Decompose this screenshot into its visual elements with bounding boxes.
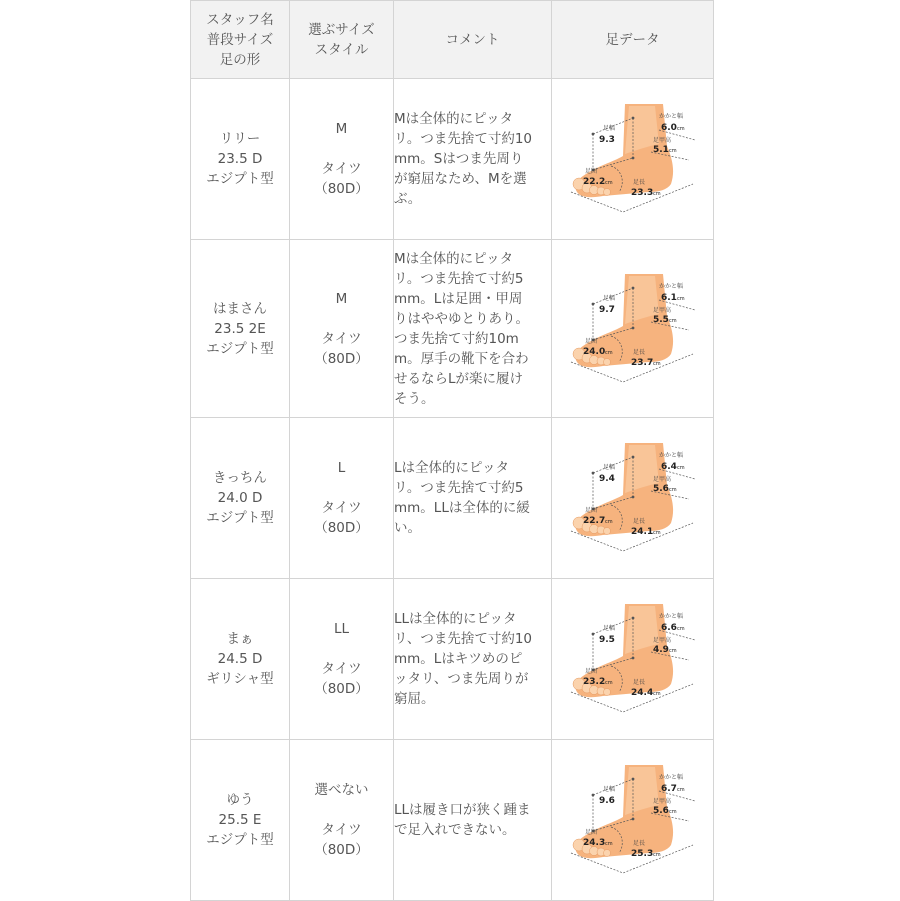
chosen-size: L <box>337 460 346 476</box>
foot-heel-value: 6.0 <box>660 123 677 133</box>
foot-width-value: 9.3 <box>598 135 615 145</box>
foot-length-label: 足長 <box>632 348 645 356</box>
table-row <box>191 240 714 418</box>
foot-diagram <box>563 100 703 218</box>
foot-length-value: 24.4 <box>630 688 653 698</box>
staff-name: きっちん <box>213 470 267 486</box>
usual-size: 25.5 E <box>218 812 262 828</box>
header-size <box>290 1 394 79</box>
foot-instep-label: 足甲高 <box>652 798 671 805</box>
foot-instep-unit: cm <box>668 648 677 654</box>
foot-diagram <box>563 439 703 557</box>
guide-dot-icon <box>591 633 594 636</box>
foot-width-value: 9.4 <box>598 474 615 484</box>
foot-instep-unit: cm <box>668 487 677 493</box>
foot-shape: エジプト型 <box>206 832 274 848</box>
foot-instep-unit: cm <box>668 809 677 815</box>
style-denier: （80D） <box>314 181 369 197</box>
guide-dot-icon <box>631 456 634 459</box>
foot-data-cell <box>552 740 714 901</box>
foot-length-label: 足長 <box>632 840 645 847</box>
guide-dot-icon <box>591 133 594 136</box>
table-row <box>191 579 714 740</box>
foot-instep-value: 5.5 <box>652 314 669 325</box>
foot-length-label: 足長 <box>632 518 645 525</box>
foot-length-unit: cm <box>652 530 661 536</box>
header-staff-line: スタッフ名 <box>206 11 274 28</box>
toe-icon <box>603 689 610 696</box>
guide-dot-icon <box>631 617 634 620</box>
chosen-size: M <box>335 290 348 307</box>
foot-data-cell <box>552 240 714 418</box>
foot-width-value: 9.5 <box>598 635 615 645</box>
toe-icon <box>603 850 610 857</box>
choice-cell <box>290 79 394 240</box>
guide-dot-icon <box>591 472 594 475</box>
foot-length-value: 23.7 <box>630 357 653 368</box>
foot-heel-label: かかと幅 <box>658 613 683 620</box>
comment-cell <box>394 79 552 240</box>
foot-girth-value: 22.2 <box>582 177 605 187</box>
toe-icon <box>603 528 610 535</box>
foot-instep-label: 足甲高 <box>652 306 671 314</box>
foot-shape: エジプト型 <box>206 171 274 187</box>
choice-cell <box>290 240 394 418</box>
foot-diagram <box>563 600 703 718</box>
foot-heel-value: 6.1 <box>660 292 677 303</box>
style-name: タイツ <box>321 661 362 677</box>
staff-cell <box>191 79 290 240</box>
guide-dot-icon <box>631 496 634 499</box>
foot-girth-unit: cm <box>604 349 613 356</box>
foot-shape: エジプト型 <box>206 340 274 357</box>
foot-girth-unit: cm <box>604 519 613 525</box>
style-denier: （80D） <box>314 842 369 858</box>
size-table <box>190 0 714 901</box>
foot-length-unit: cm <box>652 852 661 858</box>
foot-length-value: 23.3 <box>630 188 653 198</box>
foot-length-unit: cm <box>652 691 661 697</box>
foot-heel-label: かかと幅 <box>658 282 683 290</box>
foot-girth-value: 23.2 <box>582 677 605 687</box>
choice-cell <box>290 579 394 740</box>
header-staff <box>191 1 290 79</box>
foot-diagram <box>563 761 703 879</box>
foot-girth-unit: cm <box>604 841 613 847</box>
style-name: タイツ <box>321 161 362 177</box>
foot-heel-label: かかと幅 <box>658 113 683 120</box>
foot-heel-value: 6.7 <box>660 784 677 794</box>
foot-length-label: 足長 <box>632 179 645 186</box>
foot-girth-label: 足囲 <box>584 668 597 675</box>
style-name: タイツ <box>321 822 362 838</box>
header-size-line: 選ぶサイズ <box>308 21 375 38</box>
foot-girth-value: 24.3 <box>582 838 605 848</box>
foot-length-value: 25.3 <box>630 849 653 859</box>
foot-instep-unit: cm <box>668 317 677 324</box>
foot-width-value: 9.6 <box>598 796 615 806</box>
usual-size: 24.5 D <box>217 651 263 667</box>
staff-name: はまさん <box>213 300 267 317</box>
foot-heel-label: かかと幅 <box>658 452 683 459</box>
staff-name: リリー <box>219 131 261 147</box>
foot-instep-label: 足甲高 <box>652 637 671 644</box>
foot-girth-label: 足囲 <box>584 507 597 514</box>
staff-name: ゆう <box>226 792 254 808</box>
comment-cell <box>394 579 552 740</box>
foot-heel-value: 6.6 <box>660 623 677 633</box>
foot-girth-unit: cm <box>604 680 613 686</box>
staff-name: まぁ <box>226 631 254 647</box>
comment-text: LLは履き口が狭く踵まで足入れできない。 <box>394 802 531 838</box>
comment-text: Lは全体的にピッタリ。つま先捨て寸約5mm。LLは全体的に緩い。 <box>394 460 530 536</box>
foot-instep-value: 4.9 <box>652 645 669 655</box>
foot-diagram <box>563 270 703 388</box>
foot-instep-value: 5.6 <box>652 806 669 816</box>
foot-length-unit: cm <box>652 360 661 367</box>
guide-dot-icon <box>591 794 594 797</box>
style-denier: （80D） <box>314 350 369 367</box>
foot-data-cell <box>552 418 714 579</box>
foot-shape: エジプト型 <box>206 510 274 526</box>
foot-instep-label: 足甲高 <box>652 476 671 483</box>
chosen-size: LL <box>333 621 350 637</box>
usual-size: 23.5 2E <box>214 320 266 337</box>
foot-width-label: 足幅 <box>602 464 615 471</box>
foot-width-label: 足幅 <box>602 786 615 793</box>
guide-dot-icon <box>631 157 634 160</box>
table-row <box>191 79 714 240</box>
guide-dot-icon <box>631 657 634 660</box>
guide-dot-icon <box>631 286 634 289</box>
foot-data-cell <box>552 79 714 240</box>
header-staff-line: 足の形 <box>219 51 261 68</box>
choice-cell <box>290 740 394 901</box>
foot-length-label: 足長 <box>632 679 645 686</box>
table-row <box>191 418 714 579</box>
foot-length-value: 24.1 <box>630 527 653 537</box>
style-name: タイツ <box>321 500 362 516</box>
style-denier: （80D） <box>314 520 369 536</box>
foot-instep-label: 足甲高 <box>652 137 671 144</box>
staff-cell <box>191 240 290 418</box>
chosen-size: M <box>335 121 348 137</box>
foot-girth-label: 足囲 <box>584 337 597 345</box>
guide-dot-icon <box>631 818 634 821</box>
foot-girth-unit: cm <box>604 180 613 186</box>
toe-icon <box>603 189 610 196</box>
foot-width-label: 足幅 <box>602 294 615 302</box>
usual-size: 24.0 D <box>217 490 263 506</box>
foot-instep-unit: cm <box>668 148 677 154</box>
staff-cell <box>191 579 290 740</box>
comment-text: Mは全体的にピッタリ。つま先捨て寸約10mm。Sはつま先周りが窮屈なため、Mを選ぶ。 <box>394 111 533 207</box>
foot-heel-unit: cm <box>676 787 685 793</box>
foot-instep-value: 5.6 <box>652 484 669 494</box>
guide-dot-icon <box>631 117 634 120</box>
staff-cell <box>191 418 290 579</box>
foot-width-value: 9.7 <box>598 304 615 315</box>
staff-cell <box>191 740 290 901</box>
foot-width-label: 足幅 <box>602 625 615 632</box>
comment-text: Mは全体的にピッタリ。つま先捨て寸約5mm。Lは足囲・甲周りはややゆとりあり。つま先捨て寸約10mm。厚手の靴下を合わせるならLが楽に履けそう。 <box>394 250 529 407</box>
foot-width-label: 足幅 <box>602 125 615 132</box>
style-denier: （80D） <box>314 681 369 697</box>
foot-girth-value: 24.0 <box>582 346 605 357</box>
foot-data-cell <box>552 579 714 740</box>
toe-icon <box>603 358 610 365</box>
comment-cell <box>394 740 552 901</box>
comment-cell <box>394 418 552 579</box>
foot-heel-unit: cm <box>676 465 685 471</box>
foot-heel-unit: cm <box>676 295 685 302</box>
guide-dot-icon <box>591 302 594 305</box>
chosen-size: 選べない <box>314 782 369 798</box>
table-row <box>191 740 714 901</box>
header-size-line: スタイル <box>314 41 369 58</box>
usual-size: 23.5 D <box>217 151 263 167</box>
foot-heel-value: 6.4 <box>660 462 677 472</box>
foot-girth-label: 足囲 <box>584 168 597 175</box>
header-foot: 足データ <box>552 1 714 79</box>
choice-cell <box>290 418 394 579</box>
foot-heel-unit: cm <box>676 126 685 132</box>
header-row <box>191 1 714 79</box>
header-staff-line: 普段サイズ <box>206 31 274 48</box>
foot-heel-unit: cm <box>676 626 685 632</box>
foot-girth-value: 22.7 <box>582 516 605 526</box>
foot-heel-label: かかと幅 <box>658 774 683 781</box>
guide-dot-icon <box>631 778 634 781</box>
foot-length-unit: cm <box>652 191 661 197</box>
guide-dot-icon <box>631 326 634 329</box>
comment-text: LLは全体的にピッタリ、つま先捨て寸約10mm。Lはキツめのピッタリ、つま先周りが窮屈。 <box>394 611 533 707</box>
foot-instep-value: 5.1 <box>652 145 669 155</box>
comment-cell <box>394 240 552 418</box>
foot-shape: ギリシャ型 <box>206 671 274 687</box>
style-name: タイツ <box>321 330 362 347</box>
header-comment: コメント <box>394 1 552 79</box>
foot-girth-label: 足囲 <box>584 829 597 836</box>
